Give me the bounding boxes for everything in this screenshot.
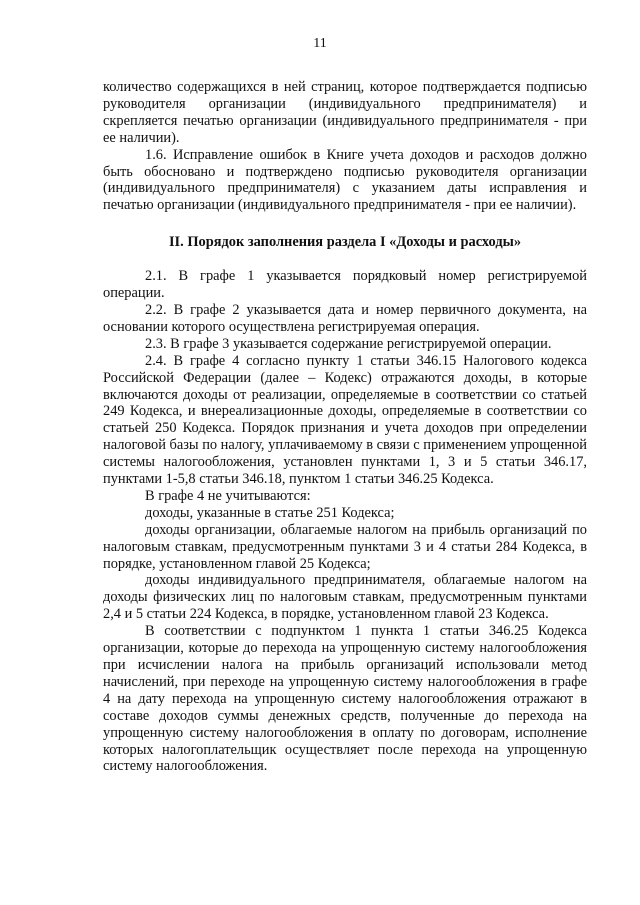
paragraph-exclusion-3: доходы индивидуального предпринимателя, облагаемые налогом на доходы физических лиц по налоговым ставкам, предусмотренным пунктами 2,4 и 5 статьи 224 Кодекса, в порядке, установленном главой 23 Кодекса. [103, 572, 587, 623]
page-number: 11 [313, 36, 327, 51]
paragraph-2-3: 2.3. В графе 3 указывается содержание регистрируемой операции. [145, 335, 552, 352]
paragraph-continuation: количество содержащихся в ней страниц, которое подтверждается подписью руководителя организации (индивидуального предпринимателя) и скрепляется печатью организации (индивидуального предпринимателя - при ее наличии). [103, 79, 587, 146]
paragraph-1-6: 1.6. Исправление ошибок в Книге учета доходов и расходов должно быть обосновано и подтверждено подписью руководителя организации (индивидуального предпринимателя) с указанием даты исправления и печатью организации (индивидуального предпринимателя - при ее наличии). [103, 146, 587, 214]
paragraph-exclusions-intro: В графе 4 не учитываются: [145, 487, 311, 504]
paragraph-2-2: 2.2. В графе 2 указывается дата и номер первичного документа, на основании которого осуществлена регистрируемая операция. [103, 301, 587, 335]
paragraph-2-1: 2.1. В графе 1 указывается порядковый номер регистрируемой операции. [103, 268, 587, 302]
paragraph-exclusion-1: доходы, указанные в статье 251 Кодекса; [145, 504, 395, 521]
paragraph-transition: В соответствии с подпунктом 1 пункта 1 статьи 346.25 Кодекса организации, которые до перехода на упрощенную систему налогообложения при исчислении налога на прибыль организаций использовали метод начислений, при переходе на упрощенную систему налогообложения в графе 4 на дату перехода на упрощенную систему налогообложения отражают в составе доходов суммы денежных средств, полученные до перехода на упрощенную систему налогообложения в оплату по договорам, исполнение которых налогоплательщик осуществляет после перехода на упрощенную систему налогообложения. [103, 623, 587, 775]
paragraph-exclusion-2: доходы организации, облагаемые налогом на прибыль организаций по налоговым ставкам, предусмотренным пунктами 3 и 4 статьи 284 Кодекса, в порядке, установленном главой 25 Кодекса; [103, 521, 587, 572]
paragraph-2-4: 2.4. В графе 4 согласно пункту 1 статьи 346.15 Налогового кодекса Российской Федерации (далее – Кодекс) отражаются доходы, в которые включаются доходы от реализации, определяемые в соответствии со статьей 249 Кодекса, и внереализационные доходы, определяемые в соответствии со статьей 250 Кодекса. Порядок признания и учета доходов при определении налоговой базы по налогу, уплачиваемому в связи с применением упрощенной системы налогообложения, установлен пунктами 1, 3 и 5 статьи 346.17, пунктами 1-5,8 статьи 346.18, пунктом 1 статьи 346.25 Кодекса. [103, 352, 587, 488]
section-heading: II. Порядок заполнения раздела I «Доходы и расходы» [168, 234, 522, 251]
document-body [103, 79, 587, 775]
